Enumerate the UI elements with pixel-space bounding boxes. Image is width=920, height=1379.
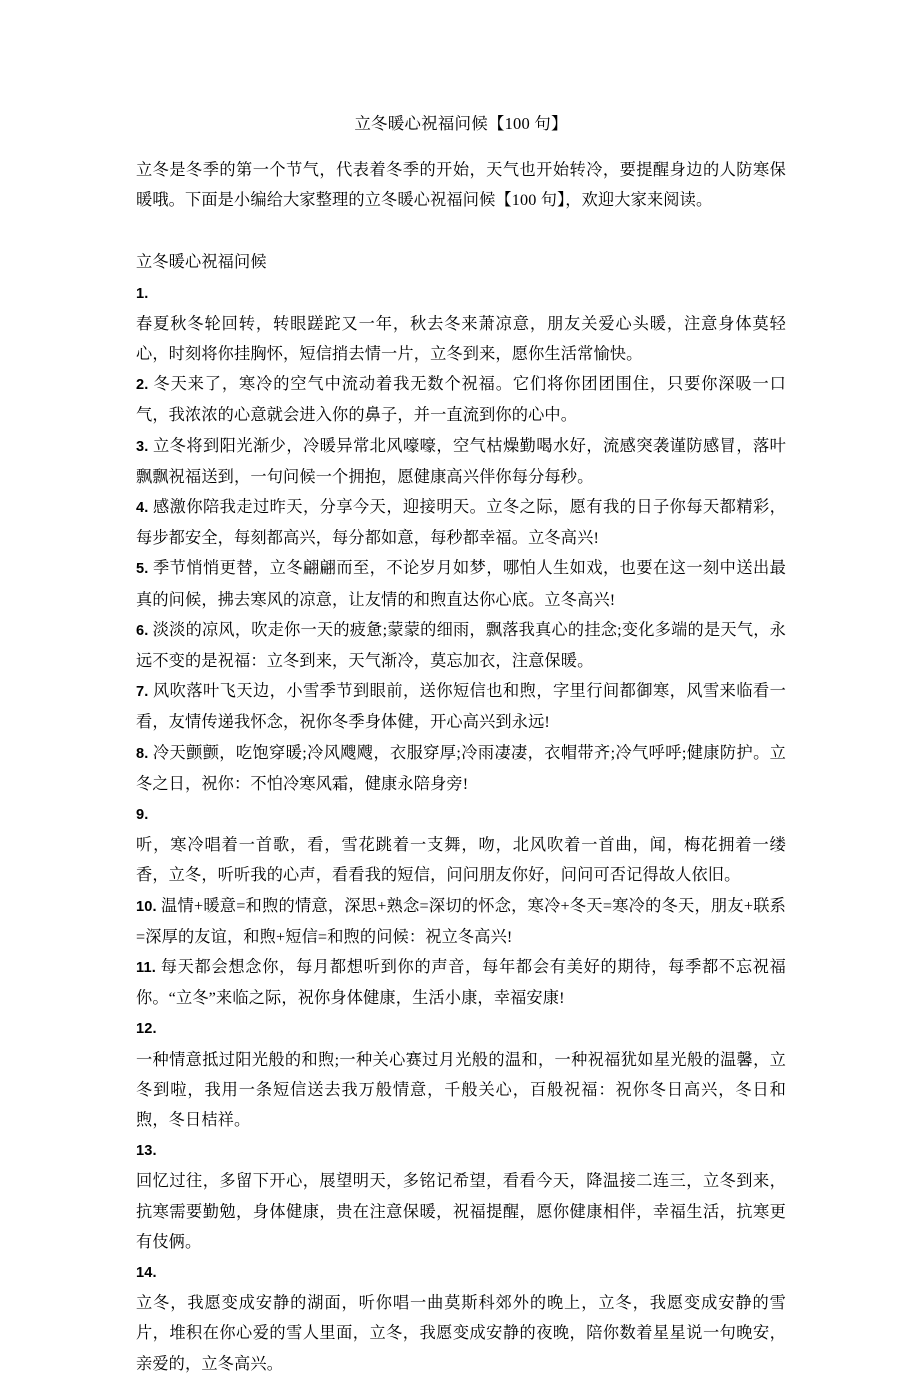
item-number-label: 13.	[136, 1143, 157, 1160]
greetings-list	[136, 278, 786, 1379]
list-item-number	[136, 278, 786, 309]
list-item-number	[136, 799, 786, 830]
list-item-number	[136, 1135, 786, 1166]
item-text: 冷天颤颤，吃饱穿暖;冷风飕飕，衣服穿厚;冷雨凄凄，衣帽带齐;冷气呼呼;健康防护。立冬之日，祝你：不怕冷寒风霜，健康永陪身旁!	[136, 743, 786, 793]
list-item: 听，寒冷唱着一首歌，看，雪花跳着一支舞，吻，北风吹着一首曲，闻，梅花拥着一缕香，立冬，听听我的心声，看看我的短信，问问朋友你好，问问可否记得故人依旧。	[136, 836, 786, 885]
list-item	[136, 553, 786, 614]
list-item: 春夏秋冬轮回转，转眼蹉跎又一年，秋去冬来萧凉意，朋友关爱心头暖，注意身体莫轻心，时刻将你挂胸怀，短信捎去情一片，立冬到来，愿你生活常愉快。	[136, 314, 786, 363]
item-text: 风吹落叶飞天边，小雪季节到眼前，送你短信也和煦，字里行间都御寒，风雪来临看一看，友情传递我怀念，祝你冬季身体健，开心高兴到永远!	[136, 682, 786, 732]
list-item	[136, 952, 786, 1013]
list-item: 立冬，我愿变成安静的湖面，听你唱一曲莫斯科郊外的晚上，立冬，我愿变成安静的雪片，堆积在你心爱的雪人里面，立冬，我愿变成安静的夜晚，陪你数着星星说一句晚安，亲爱的，立冬高兴。	[136, 1294, 786, 1373]
item-number-label: 6.	[136, 622, 149, 639]
list-item	[136, 891, 786, 952]
item-text: 淡淡的凉风，吹走你一天的疲惫;蒙蒙的细雨，飘落我真心的挂念;变化多端的是天气，永远不变的是祝福：立冬到来，天气渐冷，莫忘加衣，注意保暖。	[136, 620, 786, 670]
item-text: 冬天来了，寒冷的空气中流动着我无数个祝福。它们将你团团围住，只要你深吸一口气，我浓浓的心意就会进入你的鼻子，并一直流到你的心中。	[136, 375, 786, 425]
item-number-label: 1.	[136, 285, 149, 302]
intro-paragraph: 立冬是冬季的第一个节气，代表着冬季的开始，天气也开始转冷，要提醒身边的人防寒保暖哦。下面是小编给大家整理的立冬暖心祝福问候【100 句】，欢迎大家来阅读。	[136, 160, 786, 210]
item-text: 季节悄悄更替，立冬翩翩而至，不论岁月如梦，哪怕人生如戏，也要在这一刻中送出最真的问候，拂去寒风的凉意，让友情的和煦直达你心底。立冬高兴!	[136, 559, 786, 609]
item-number-label: 2.	[136, 377, 149, 394]
item-number-label: 12.	[136, 1021, 157, 1038]
item-number-label: 11.	[136, 960, 156, 976]
item-number-label: 5.	[136, 561, 149, 578]
list-item	[136, 492, 786, 553]
list-item: 回忆过往，多留下开心，展望明天，多铭记希望，看看今天，降温接二连三，立冬到来，抗寒需要勤勉，身体健康，贵在注意保暖，祝福提醒，愿你健康相伴，幸福生活，抗寒更有伎俩。	[136, 1172, 786, 1251]
item-number-label: 8.	[136, 745, 149, 762]
item-number-label: 3.	[136, 438, 149, 455]
list-item	[136, 431, 786, 492]
item-number-label: 10.	[136, 898, 157, 915]
item-text: 温情+暖意=和煦的情意，深思+熟念=深切的怀念，寒冷+冬天=寒冷的冬天，朋友+联系=深厚的友谊，和煦+短信=和煦的问候：祝立冬高兴!	[136, 896, 786, 946]
item-text: 感激你陪我走过昨天，分享今天，迎接明天。立冬之际，愿有我的日子你每天都精彩，每步都安全，每刻都高兴，每分都如意，每秒都幸福。立冬高兴!	[136, 497, 786, 548]
item-number-label: 14.	[136, 1265, 157, 1282]
item-text: 立冬将到阳光渐少，冷暖异常北风嚎嚎，空气枯燥勤喝水好，流感突袭谨防感冒，落叶飘飘祝福送到，一句问候一个拥抱，愿健康高兴伴你每分每秒。	[136, 436, 786, 486]
list-item-number	[136, 1257, 786, 1288]
section-heading: 立冬暖心祝福问候	[136, 253, 267, 272]
page-title: 立冬暖心祝福问候【100 句】	[354, 114, 568, 133]
list-item: 一种情意抵过阳光般的和煦;一种关心赛过月光般的温和，一种祝福犹如星光般的温馨，立冬到啦，我用一条短信送去我万般情意，千般关心，百般祝福：祝你冬日高兴，冬日和煦，冬日桔祥。	[136, 1050, 786, 1130]
document-content	[136, 0, 786, 1379]
list-item	[136, 738, 786, 799]
list-item	[136, 676, 786, 737]
list-item-number	[136, 1013, 786, 1044]
list-item	[136, 615, 786, 676]
item-number-label: 9.	[136, 806, 149, 823]
item-number-label: 4.	[136, 499, 149, 516]
item-text: 每天都会想念你，每月都想听到你的声音，每年都会有美好的期待，每季都不忘祝福你。“立冬”来临之际，祝你身体健康，生活小康，幸福安康!	[136, 958, 786, 1008]
item-number-label: 7.	[136, 684, 149, 701]
list-item	[136, 369, 786, 430]
